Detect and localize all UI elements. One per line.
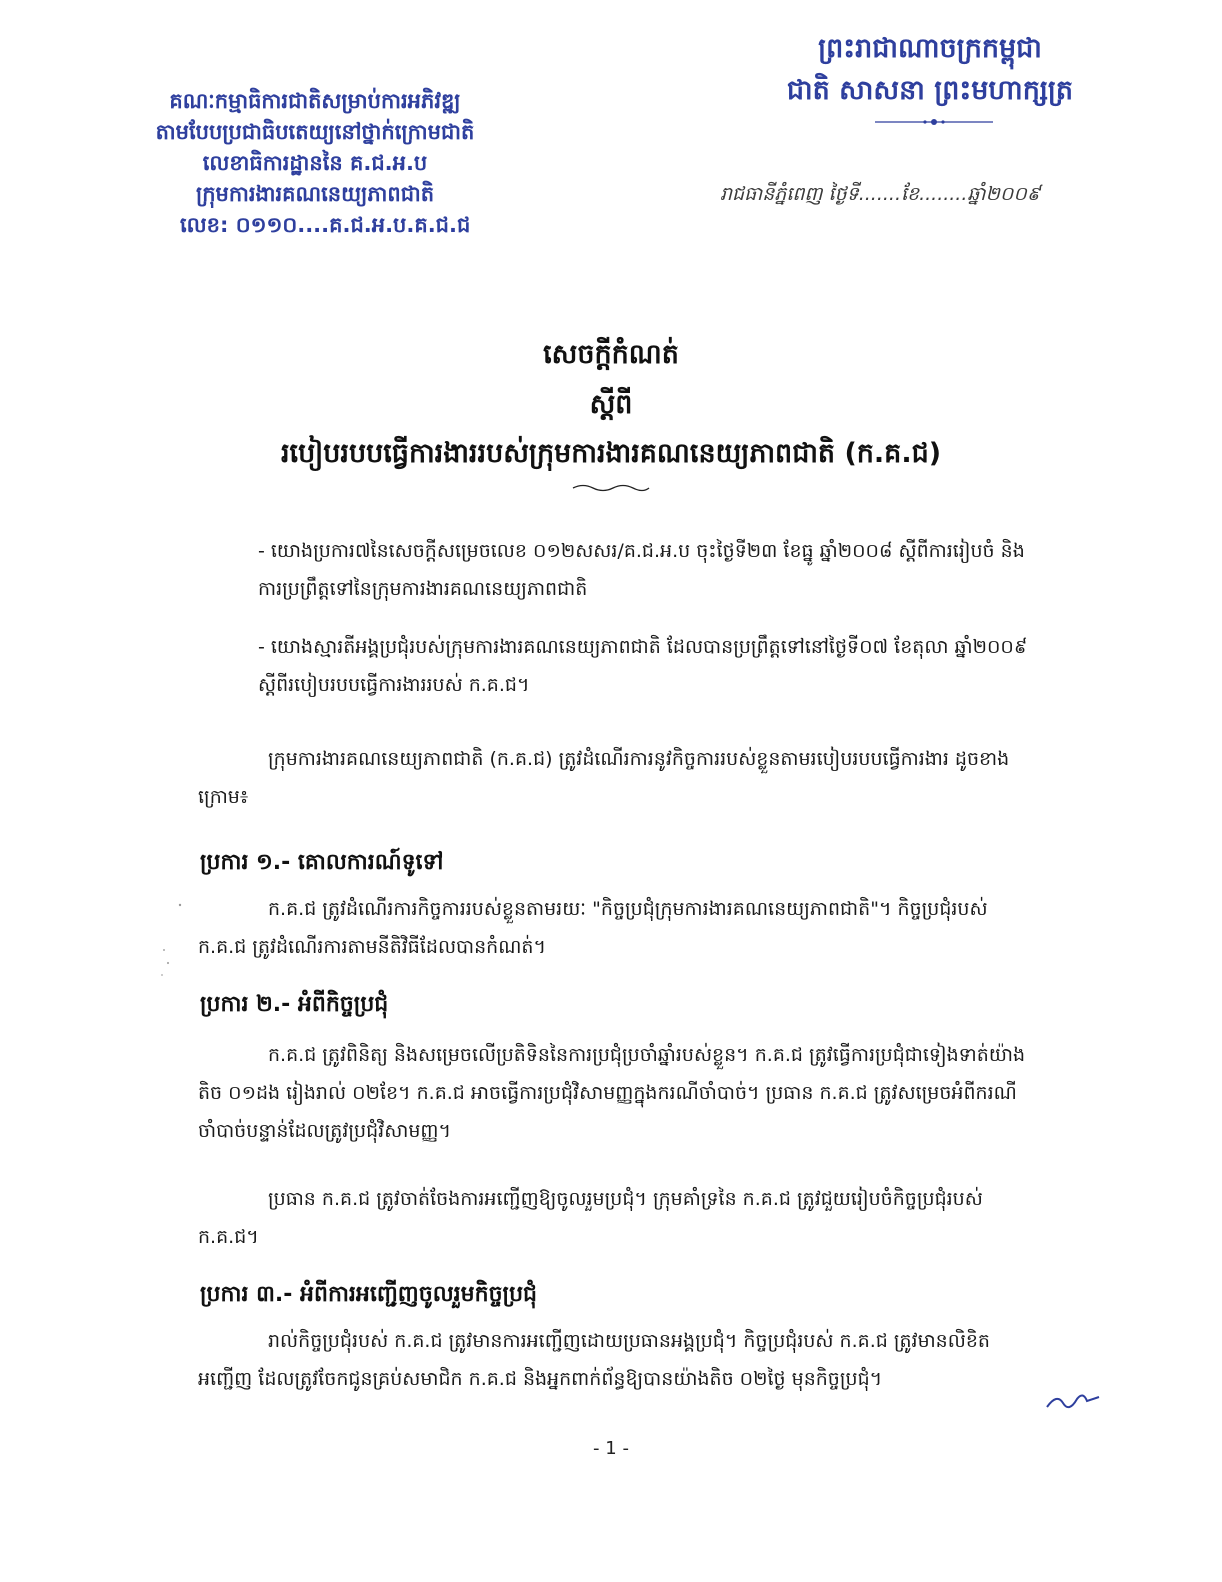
article-2-paragraph-1: ក.គ.ជ ត្រូវពិនិត្យ និងសម្រេចលើប្រតិទិននៃការប្រជុំប្រចាំឆ្នាំរបស់ខ្លួន។ ក.គ.ជ ត្រូវធ្វើការប្រជុំជាទៀងទាត់យ៉ាងតិច ០១ដង រៀងរាល់ ០២ខែ។ ក.គ.ជ អាចធ្វើការប្រជុំវិសាមញ្ញក្នុងករណីចាំបាច់។ ប្រធាន ក.គ.ជ ត្រូវសម្រេចអំពីករណីចាំបាច់បន្ទាន់ដែលត្រូវប្រជុំវិសាមញ្ញ។: [198, 1044, 1026, 1142]
title-ornament-divider: [571, 483, 651, 493]
article-2-paragraph-2: ប្រធាន ក.គ.ជ ត្រូវចាត់ចែងការអញ្ជើញឱ្យចូលរួមប្រជុំ។ ក្រុមគាំទ្រនៃ ក.គ.ជ ត្រូវជួយរៀបចំកិច្ចប្រជុំរបស់ ក.គ.ជ។: [198, 1188, 983, 1248]
ministry-header-line1: គណៈកម្មាធិការជាតិសម្រាប់ការអភិវឌ្ឍ: [169, 89, 461, 113]
kingdom-header: [765, 28, 1095, 112]
ministry-header-line2: តាមបែបប្រជាធិបតេយ្យនៅថ្នាក់ក្រោមជាតិ: [155, 120, 475, 144]
article-2-heading: ប្រការ ២.- អំពីកិច្ចប្រជុំ: [200, 992, 389, 1017]
initials-signature-mark: [1043, 1385, 1103, 1415]
kingdom-name: ព្រះរាជាណាចក្រកម្ពុជា: [818, 33, 1042, 64]
ministry-header-line4: ក្រុមការងារគណនេយ្យភាពជាតិ: [195, 182, 435, 206]
document-topic: របៀបរបបធ្វើការងាររបស់ក្រុមការងារគណនេយ្យភាពជាតិ (ក.គ.ជ): [280, 438, 942, 469]
reference-number: លេខ: ០១១០....គ.ជ.អ.ប.គ.ជ.ជ: [180, 213, 471, 237]
ministry-header: [100, 86, 530, 241]
article-3-heading: ប្រការ ៣.- អំពីការអញ្ជើញចូលរួមកិច្ចប្រជុំ: [200, 1282, 538, 1307]
document-subtitle: ស្តីពី: [589, 389, 633, 420]
ministry-header-line3: លេខាធិការដ្ឋាននៃ គ.ជ.អ.ប: [202, 151, 428, 175]
intro-paragraph: ក្រុមការងារគណនេយ្យភាពជាតិ (ក.គ.ជ) ត្រូវដំណើរការនូវកិច្ចការរបស់ខ្លួនតាមរបៀបរបបធ្វើការងារ ដូចខាងក្រោម៖: [198, 748, 1010, 808]
article-1-heading: ប្រការ ១.- គោលការណ៍ទូទៅ: [200, 850, 444, 875]
article-3-paragraph: រាល់កិច្ចប្រជុំរបស់ ក.គ.ជ ត្រូវមានការអញ្ជើញដោយប្រធានអង្គប្រជុំ។ កិច្ចប្រជុំរបស់ ក.គ.ជ ត្រូវមានលិខិតអញ្ជើញ ដែលត្រូវចែកជូនគ្រប់សមាជិក ក.គ.ជ និងអ្នកពាក់ព័ន្ធឱ្យបានយ៉ាងតិច ០២ថ្ងៃ មុនកិច្ចប្រជុំ។: [198, 1330, 990, 1390]
header-ornament-divider: [875, 118, 993, 126]
scan-specks: [150, 895, 190, 985]
document-title: សេចក្តីកំណត់: [543, 339, 679, 370]
kingdom-motto: ជាតិ សាសនា ព្រះមហាក្សត្រ: [786, 75, 1074, 106]
page-number: - 1 -: [593, 1438, 629, 1459]
article-1-paragraph: ក.គ.ជ ត្រូវដំណើរការកិច្ចការរបស់ខ្លួនតាមរយៈ "កិច្ចប្រជុំក្រុមការងារគណនេយ្យភាពជាតិ"។ កិច្ចប្រជុំរបស់ ក.គ.ជ ត្រូវដំណើរការតាមនីតិវិធីដែលបានកំណត់។: [198, 898, 988, 958]
reference-bullet-2: - យោងស្មារតីអង្គប្រជុំរបស់ក្រុមការងារគណនេយ្យភាពជាតិ ដែលបានប្រព្រឹត្តទៅនៅថ្ងៃទី០៧ ខែតុលា ឆ្នាំ២០០៩ ស្តីពីរបៀបរបបធ្វើការងាររបស់ ក.គ.ជ។: [258, 636, 1028, 696]
date-line: រាជធានីភ្នំពេញ ថ្ងៃទី.......ខែ........ឆ្នាំ២០០៩: [720, 183, 1041, 205]
reference-bullet-1: - យោងប្រការ៧នៃសេចក្តីសម្រេចលេខ ០១២សសរ/គ.ជ.អ.ប ចុះថ្ងៃទី២៣ ខែធ្នូ ឆ្នាំ២០០៨ ស្តីពីការរៀបចំ និងការប្រព្រឹត្តទៅនៃក្រុមការងារគណនេយ្យភាពជាតិ: [258, 540, 1025, 600]
